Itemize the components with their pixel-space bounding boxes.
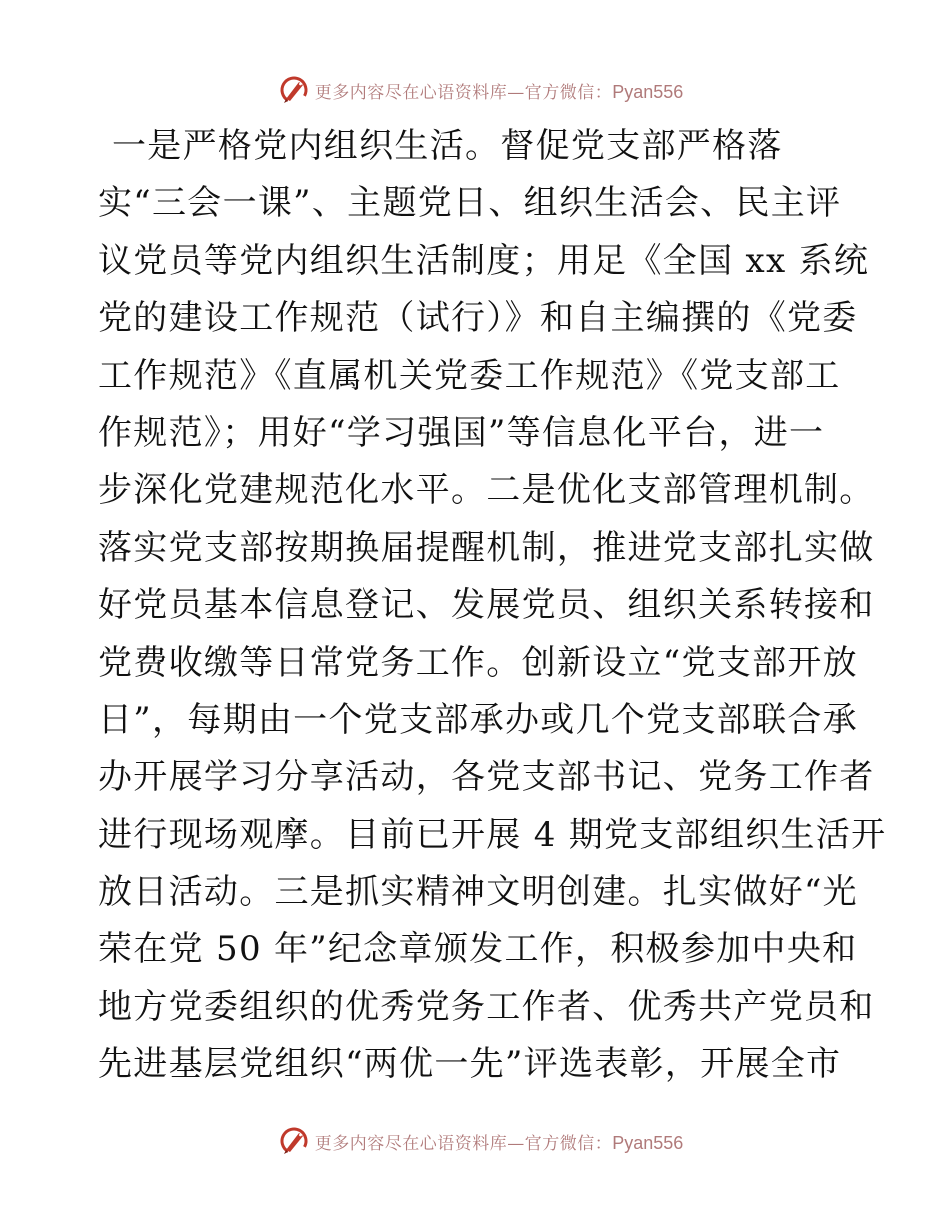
text-line-8: 落实党支部按期换届提醒机制，推进党支部扎实做 xyxy=(98,527,875,568)
banner-text: 更多内容尽在心语资料库—官方微信：Pyan556 xyxy=(314,1132,684,1154)
document-body xyxy=(98,118,887,1094)
text-line-6: 作规范》；用好“学习强国”等信息化平台，进一 xyxy=(98,412,825,453)
text-line-1: 一是严格党内组织生活。督促党支部严格落 xyxy=(112,126,783,166)
text-line-11: 日”，每期由一个党支部承办或几个党支部联合承 xyxy=(98,699,858,740)
text-line-3: 议党员等党内组织生活制度；用足《全国 xx 系统 xyxy=(98,240,870,281)
text-line-15: 荣在党 50 年”纪念章颁发工作，积极参加中央和 xyxy=(98,929,858,970)
text-line-9: 好党员基本信息登记、发展党员、组织关系转接和 xyxy=(98,585,875,626)
text-line-14: 放日活动。三是抓实精神文明创建。扎实做好“光 xyxy=(98,872,858,913)
text-line-16: 地方党委组织的优秀党务工作者、优秀共产党员和 xyxy=(98,986,875,1027)
header-banner xyxy=(0,72,950,108)
text-line-7: 步深化党建规范化水平。二是优化支部管理机制。 xyxy=(98,470,875,511)
banner-text: 更多内容尽在心语资料库—官方微信：Pyan556 xyxy=(314,81,684,103)
text-line-10: 党费收缴等日常党务工作。创新设立“党支部开放 xyxy=(98,642,858,683)
wechat-id: Pyan556 xyxy=(612,81,684,102)
text-line-12: 办开展学习分享活动，各党支部书记、党务工作者 xyxy=(98,757,875,798)
text-line-5: 工作规范》《直属机关党委工作规范》《党支部工 xyxy=(98,355,841,396)
quill-pen-logo-icon xyxy=(277,73,311,107)
quill-pen-logo-icon xyxy=(277,1124,311,1158)
text-line-4: 党的建设工作规范（试行）》和自主编撰的《党委 xyxy=(98,298,858,339)
text-line-2: 实“三会一课”、主题党日、组织生活会、民主评 xyxy=(98,183,842,224)
footer-banner xyxy=(0,1123,950,1159)
wechat-id: Pyan556 xyxy=(612,1132,684,1153)
text-line-13: 进行现场观摩。目前已开展 4 期党支部组织生活开 xyxy=(98,814,887,855)
text-line-17: 先进基层党组织“两优一先”评选表彰，开展全市 xyxy=(98,1044,842,1085)
